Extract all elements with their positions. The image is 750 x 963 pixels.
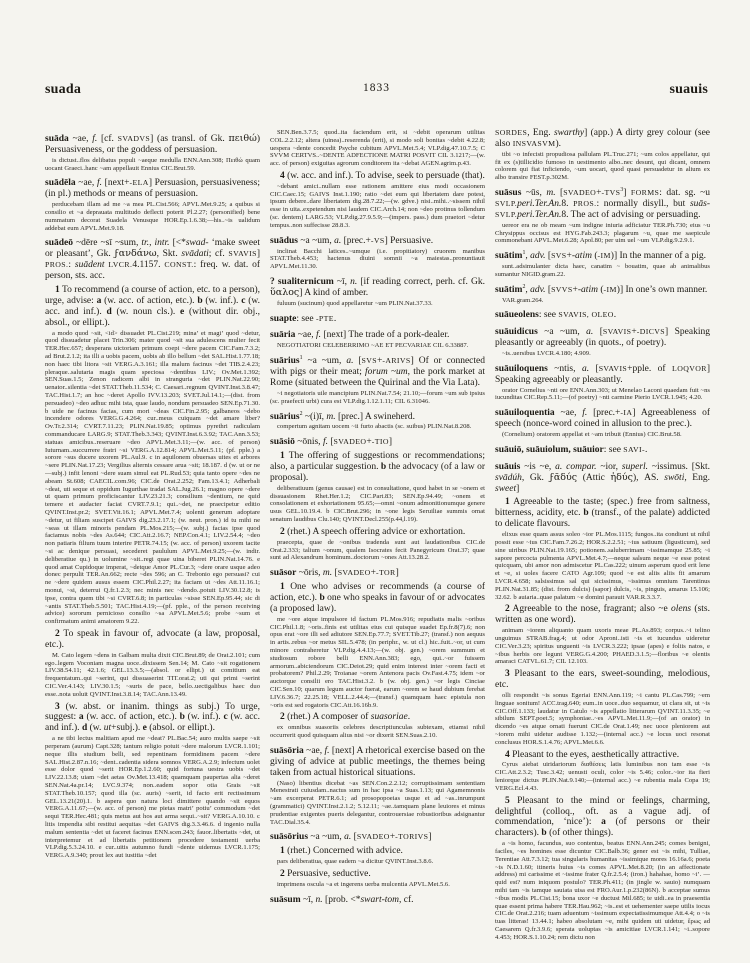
citation-block: me ~ore atque impulsore id factum PL.Mos.916; repudiatis malis ~oribus CIC.Phil.1.8; ~oris..finis est utilitas eius cui quisque suadet Ep.fr.8(7).6; non opus erat ~ore illi sed adiutore SEN.Ep.77.7; SVET.Tib.27; (transf.) non aequus in artis..rebus ~or metus SIL.5.478; (in periphr., w. ut cl.) hic..fuit..~or, ut cum minore contraheretur VLP.dig.4.4.13;—(w. obj. gen.) ~orem summum et studiosum robore belli ENN.Ann.383; ego, qui..~or fuissem armorum..abiciendorum CIC.Deiot.29; quid enim interest inter ~orem facti et probatorem? Phil.2.29; Troianae ~orem Antenora pacis Ov.Fast.4.75; idem ~or auctorque consilii ero TAC.Hist.3.2. b (w. obj. gen.) ~or legis Cinciae CIC.Sen.10; quarum legum auctor fuerat, earum ~orem se haud dubium ferebat LIV.6.36.7; 22.25.18; VELL.2.44.4;—(transf.) quamquam haec epistula non ~oris est sed rogatoris CIC.Att.16.16b.9. [270,615,485,709]
entry-text: suādeō ~dēre ~sī ~sum, tr., intr. [<*swad- ‘make sweet or pleasant’, Gk. ϝανδάνω, Skt. svādati; cf. SVAVIS] PROS.: suādent LVCR.4.1157. CONST.: freq. w. dat. of person, sts. acc. [45,238,260,282]
citation-block: orator Cornelius ~nti ore ENN.Ann.303; ut Menelao Laconi quaedam fuit ~ns iucunditas CIC.Rep.5.11;—(of poetry) ~nti carmine Pierio LVCR.1.945; 4.20. [495,386,710,402]
citation-block: uereor era ne ob meam ~um indigne iniuria adficiatur TER.Ph.730; eius ~u Chrysippus occisus est HYG.Fab.243.3; plagarum ~u, quae me saepicule commonebant APVL.Met.6.28; Apol.80; per uim uel ~um VLP.dig.9.2.9.1. [495,221,710,245]
entry-text: 4 Pleasant to the eyes, aesthetically attractive. [505,749,680,760]
header-right-headword: suauis [669,82,708,97]
header-left-headword: suada [45,82,82,97]
entry-text: suātim$^1$, adv. [SVS+-atim (-IM)] In the manner of a pig. [495,249,707,262]
citation-block: olli respondit ~is sonus Egeriai ENN.Ann.119; ~i cantu PL.Cas.799; ~em linguae sonitum! ACC.trag.640; eum..in uoce..duo sequamur, ut clara sit, ut ~is CIC.Off.1.133; laudatur in Catulo ~is appellatio litterarum QVINT.11.3.35; ~e sibilum SEPT.poet.5; symphoniae..~es APVL.Met.11.9;—(of an orator) in dicendo ~es atque ornati fuerunt CIC.de Orat.1.49; nec uoce pleniorem aut ~iorem mihi uidetur audisse 1.132;—(internal acc.) ~e locus uoci resonat conclusus HOR.S.1.4.76; APVL.Met.6.6. [495,691,710,746]
entry-text: suāuis ~is ~e, a. compar. ~ior, superl. ~issimus. [Skt. svādúh, Gk. ϝᾱδύς (Attic ἡδύς), AS. swōti, Eng. sweet] [495,461,710,494]
entry-text: suādēla ~ae, f. [next+-ELA] Persuasion, persuasiveness; (in pl.) methods or means of persuasion. [45,178,260,200]
entry-text: suāuiloquentia ~ae, f. [prec.+-IA] Agreeableness of speech (nonce-word coined in allusion to the prec.). [495,408,710,430]
citation-block: sunt..adsimulanter dicta haec, canatim ~ bouatim, quae ab animalibus sumantur NIGID.gram.22. [495,263,710,278]
entry-text: 4 (w. acc. and inf.). To advise, seek to persuade (that). [280,170,485,181]
citation-block: imprimens oscula ~a et ingerens uerba mulcentia APVL.Met.5.6. [277,880,450,888]
citation-block: VAR.gram.264. [502,296,544,304]
entry-text: suāsor ~ōris, m. [SVADEO+-TOR] [270,568,399,579]
citation-block: ~debant amici..nullam esse rationem amittere eius modi occasionem CIC.Caec.15; GAIVS Inst.1.190; ratio ~det eum qui libertatem dare potest, ipsum debere..dare libertatem dig.28.7.22;—(w. gdve.) nisi..mihi..~sissem nihil esse in uita..expetendum nisi laudem CIC.Arch.14; non ~deo protinus tollendum (sc. dentem) LARG.53; VLP.dig.27.9.5.9;—(impers. pass.) dum praetori ~detur tempus..non suffecisse 28.8.3. [270,182,485,229]
entry-text: suāria ~ae, f. [next] The trade of a pork-dealer. [270,330,450,341]
entry-text: suādus ~a ~um, a. [prec.+-VS] Persuasive. [270,235,434,246]
entry-text: 2 Persuasive, seductive. [280,868,371,879]
entry-text: suāsum ~ī, n. [prob. <*swart-tom, cf. [270,894,414,905]
page-number: 1833 [363,82,390,94]
entry-text: 2 (rhet.) A speech offering advice or exhortation. [280,526,466,537]
entry-text: SORDES, Eng. swarthy] (app.) A dirty grey colour (see also INSVASVM). [495,128,710,149]
citation-block: Cyrus aiebat uiridariorum διαθέσεις latis luminibus non tam esse ~is CIC.Att.2.3.2; Tusc.3.42; uenusti oculi, color ~is 5.46; color..~ior ita fieri leniorque dictus PLIN.Nat.9.140;—(internal acc.) ~e rubentia mala Copa 19; VERG.Ecl.4.43. [495,761,710,792]
entry-text: 2 Agreeable to the nose, fragrant; also ~e olens (sts. written as one word). [495,604,710,626]
entry-text: suāuidicus ~a ~um, a. [SVAVIS+-DICVS] Speaking pleasantly or agreeably (in quots., of poetry). [495,327,710,349]
entry-text: suātim$^2$, adv. [SVVS+-atim (-IM)] In one’s own manner. [495,283,708,295]
text-columns [45,128,710,955]
entry-text: suāda ~ae, f. [cf. SVADVS] (as transl. of Gk. πειθώ) Persuasiveness, or the goddess of persuasion. [45,133,260,155]
entry-text: 2 (rhet.) A composer of suasoriae. [280,712,411,723]
entry-text: suāueolens: see SVAVIS, OLEO. [495,310,617,321]
citation-block: SEN.Ben.3.7.5; quod..ita faciendum erit, si ~debit operarum utilitas COL.2.2.12; altera (uinea)..reserenda (erit), si modo soli bonitas ~debit 4.22.8; uespera ~dente concedit Psyche cubitum APVL.Met.5.4; VLP.dig.47.10.7.5; C SVVM CERTVS..~DENTE ADFECTIONE MATRI POSVIT CIL 3.1217;—(w. acc. of person) exiguitas agrorum conditorem ita ~debat AGEN.agrim.p.43. [270,129,485,168]
citation-block: ~is..uersibus LVCR.4.180; 4.909. [502,350,591,358]
citation-block: deliberatiuum (genus causae) est in consultatione, quod habet in se ~onem et dissuasionem Rhet.Her.1.2; CIC.Part.83; SEN.Ep.94.49; ~onem et consolationem et exhortationem 95.65;—omni ~onum admonitionumque genere usus GEL.10.19.4. b CIC.Brut.296; in ~one legis Seruiliae summis ornat senatum laudibus Clu.140; QVINT.Decl.255(p.44,l.19). [270,484,485,524]
text-column-left [45,128,260,955]
citation-block: (Naso) libentius dicebat ~as SEN.Con.2.2.12; corruptissimam sententiam Menestrati cuiusdam..nactus sum in hac ipsa ~a Suas.1.13; qui Agamemnonis ~am excerperat PETR.6.1; ad prosopopoeias usque et ad ~as..inrumpunt (grammatici) QVINT.Inst.2.1.2; 5.12.11; ~ae..tamquam plane leuiores et minus prudentiae exigentes pueris delegantur, controuersiae robustioribus adsignantur TAC.Dial.35.4. [270,779,485,826]
citation-block: tibi ~o infecisti propudiosa pallulam PL.Truc.271; ~um colos appellatur, qui fit ex (s)tillicidio fumoso in uestimento albo..nec desunt, qui dicant, omnem colorem qui fiat inficiendo, ~um uocari, quod quasi persuadetur in alium ex albo transire FEST.p.302M. [495,150,710,182]
entry-text: suāuiloquens ~ntis, a. [SVAVIS+pple. of LOQVOR] Speaking agreeably or pleasantly. [495,363,710,385]
citation-block: is dictust..flos delibatus populi ~aeque medulla ENN.Ann.308; Πειθώ quam uocant Graeci..hanc ~am appellauit Ennius CIC.Brut.59. [45,156,260,172]
citation-block: pars deliberatiua, quae eadem ~a dicitur QVINT.Inst.3.8.6. [277,858,434,866]
citation-block: a ~is homo, facundus, suo contentus, beatus ENN.Ann.245; comes benigni, faciles, ~es homines esse dicuntur CIC.Balb.36; gener est ~is mihi, Tulliae, Terentiae Att.7.3.12; tua singularis humanitas ~issimique mores 16.16a.6; poeta ~is N.D.1.60; itineris huius ~is comes APVL.Met.8.20; (in an affectionate address) mi carissime et ~issime frater Q.fr.2.5.4; (iron.) hahahae, homo ~i’. — quid est? num iniquom postulo? TER.Ph.411; (in jingle w. sauio) numquam mihi tam ~is tamque sauiata uisa est FRO.Aur.1.p.232(86N). b acceptae sumus ~ibus modis PL.Cist.15; bona uxor ~e ductust Mil.685; te uidi..ea in praesentia quae essent prima habere TER.Hau.962; ~is..est et uehementer saepe utilis iocus CIC.de Orat.2.216; tuam aduentum ~issimum expectatissimumque Att.4.4; o ~is tuas litteras! 13.44.1; habeo absolutam ~e, mihi quidem uti uidetur, ἔρως ad Caesarem Q.fr.3.9.6; sperata uoluptas ~is amicitiae LVCR.1.141; ~i..sopore 4.453; HOR.S.1.10.24; rem dictu non [495,840,710,941]
entry-text: suapte: see -PTE. [270,313,337,324]
entry-text: suārius$^1$ ~a ~um, a. [SVS+-ARIVS] Of or connected with pigs or their meat; forum ~um, the pork market at Rome (situated between the Quirinal and the Via Lata). [270,355,485,388]
running-head [45,82,708,98]
citation-block: a modo quod ~sit, <id> dissuadet PL.Cist.219; mina’ et magi’ quod ~detur, quod dissuadetur placet Trin.306; mater quod ~sit sua adulescens mulier fecit TER.Hec.657; desperans uictoriam primum coepi ~dere pacem CIC.Fam.7.3.2; ad Brut.2.1.2; ita illi a uobis pacem, uobis ab illo bellum ~det SAL.Hist.1.77.18; non haec tibi litora ~sit VERG.A.3.161; illa malum facinus ~det TIB.2.4.23; pleraque..salutaria magis quam speciosa ~dentibus LIV.; Ov.Met.1.392; SEN.Suas.1.5; Zenon radicem albi in stranguria ~det PLIN.Nat.22.90; uenator..silentia ~det STAT.Theb.11.534; C. Caesari..regnum QVINT.Inst.3.8.47; TAC.Hist.1.7; an hoc ~deret Apollo IVV.13.203; SVET.Jul.14.1;—(dist. from persuadeo) ~deo adhuc mihi ista, quae laudo, nondum persuadeo SEN.Ep.71.30. b uide ne facinus facias, cum mori ~deas CIC.Fin.2.95; galbaneos ~debo incendere odores VERG.G.4.264; cur..meus cuiquam ~det amare liber? Ov.Tr.2.314; CVRT.7.11.23; PLIN.Nat.19.85; optimus pyrethri radiculam commanducare LARG.9; STAT.Theb.3.343; QVINT.Inst.6.3.92; TAC.Ann.3.53; statuas amicibus..reseruare ~deo APVL.Met.3.11;—(w. acc. of person) Iuturnam..succurrere fratri ~si VERG.A.12.814; APVL.Met.5.11; (pf. pple.) a sorore ~sus ducere uxorem PL.Aul.9. c in aquilonem obuersas uites et arbores ~sere PLIN.Nat.17.23; Vergilius alternis cessare arua ~sit; 18.187. d (w. ut or ne—subj.) infit lenoni ~dere suam simul eat PL.Rud.53; quia tanto opere ~des ne abeam St.608; CAECIL.com.96; CIC.de Orat.2.252; Fam.13.4.1; Adherbali ~deat, uti seque et oppidum Iugurthae tradat SAL.Jug.26.1; magno opere ~dere ut quam primum proficiscantur LIV.23.21.3; consilium ~dentium, ne quid temere et audacter faciat CVRT.7.9.1; qui..~det, ne praecipetur editio QVINT.Inst.pr.2; SVET.Vit.16.1; APVL.Met.7.4; uolenti generum adoptare ~detur, ut filiam suscipet GAIVS dig.23.2.17.1; (w. neut. pron.) id tu mihi ne ~seas ut illam minoris pendam PL.Mos.215;—(w. subj.) facias ipse quod faciamus nobis ~des As.644; CIC.Att.2.16.7; NEP.Con.4.1; LIV.2.54.4; ~deo non patiaris filium tuum interire PETR.74.15; (w. acc. of person) uxorem tacite ~si ac denique persuasi, secederet paululum APVL.Met.9.25;—(w. indir. deliberatiue qu.) in uolumine ~sit..regi quae uina biberet PLIN.Nat.14.76. e quod amat Cupidoque imperat, ~detque Amor PL.Cur.3; ~dere orare usque adeo donec perpulit TER.An.662; recte ~des 596; an C. Trebonio ego persuasi? cui ne ~dere quidem ausus essem CIC.Phil.2.27; ita faciam ut ~des Att.11.16.1; monui, ~si, deterrui Q.fr.1.2.3; nec minis nec ~dendo..potuit LIV.30.12.8; is ipse, contra quem tibi ~si CVRT.6.8; in particulas ~sisse SEN.Ep.95.44; sic di ~antis STAT.Theb.5.501; TAC.Hist.4.19;—(pf. pple., of the person receiving advice) sororum pernicioso consilio ~sa APVL.Met.5.6; probe ~sum et confirmatum animi amatorem 9.22. [45,329,260,626]
citation-block: a ne tibi lectus malitiam apud me ~deat? PL.Bac.54; auro multis saepe ~sit perperam (aurum) Capt.328; tantum religio potuit ~dere malorum LVCR.1.101; neque illis studium belli, sed repentinam formidinem pacem ~dere SAL.Hist.2.87.n.16; ~dent..cadentia sidera somnos VERG.A.2.9; infectum uolet esse dolor quod ~serit HOR.Ep.1.2.60; quid fortuna uestra uobis ~det LIV.22.13.8; uiam ~det aetas Ov.Met.13.418; quamquam paupertas alia ~deret SEN.Nat.4a.pr.14; LVC.9.374; non..eadem sopor otia Grais ~sit STAT.Theb.10.157; quod illa (sc. auris) ~serit, id facto erit rectissimum GEL.13.21(20).1. b aspera quo natura loci dimittere quando ~sit equos VERG.A.11.67;—(w. acc. of person) me pietas matri’ potiu’ commodum ~det sequi TER.Hec.481; quis metus aut hos aut arma sequi..~sit? VERG.A.10.10. c litis impendia sibi restitui aequitas ~det GAIVS dig.3.3.46.6. d ingenio nulla malum sententia ~det ut faceret facinus ENN.scen.243; fauor..libertatis ~det, ut interpretemur et ad libertatis petitionem procedere testamenti uerba VLP.dig.5.3.24.10. e cur..uitis autumno fundi ~dente uidemus LVCR.1.175; VERG.A.9.340; prout lex aut iustitia ~det [45,735,260,860]
entry-text: ? sualiternicum ~ī, n. [if reading correct, perh. cf. Gk. ὕαλος] A kind of amber. [270,276,485,298]
citation-block: fuluum (sucinum) quod appellaretur ~um PLIN.Nat.37.33. [277,299,433,307]
entry-text: suāuiō, suāuiolum, suāuior: see SAVI-. [495,444,648,455]
citation-block: elixus esse quam assus soleo ~ior PL.Mos.1115; fungos..ita condiunt ut nihil possit esse ~ius CIC.Fam.7.26.2; HOR.S.2.2.51; ~ius satiuum (ligusticum), sed sine uiribus PLIN.Nat.19.165; potionem..saluberrimam ~issimamque 25.85; ~i sapore percocta pulmenta APVL.Met.4.7;—neque salsum neque ~e esse potest quicquam, ubi amor non admiscetur PL.Cas.222; uinum asperum quod erit lene et ~e, si uoles facere CATO Agr.109; quod ~e est aliis aliis fit amarum LVCR.4.658; salsissimus sal qui sicissimus, ~issimus omnium Tarentinus PLIN.Nat.31.85; (dist. from dulcis) (sapor) dulcis, ~is, pinguis, amarus 15.106; 32.62. b auiaria..quae palatum ~e domini parauit VAR.R.3.3.7. [495,531,710,601]
text-column-right [495,128,710,955]
citation-block: ~i negotiatoris uile mancipium PLIN.Nat.7.54; 21.10;—forum ~um sub ipsius (sc. praefecti urbi) cura est VLP.dig.1.12.1.11; CIL 6.31046. [270,389,485,405]
entry-text: 1 (rhet.) Concerned with advice. [280,846,403,857]
entry-text: 3 (w. abst. or inanim. things as subj.) To urge, suggest: a (w. acc. of action, etc.). b (w. inf.). c (w. acc. and inf.). d (w. ut+subj.). e (absol. or ellipt.). [45,701,260,734]
entry-text: 1 To recommend (a course of action, etc. to a person), urge, advise: a (w. acc. of action, etc.). b (w. inf.). c (w. acc. and inf.). d (w. noun cls.). e (without dir. obj., absol., or ellipt.). [45,285,260,328]
entry-text: suāsōrius ~a ~um, a. [SVADEO+-TORIVS] [270,832,432,843]
entry-text: 1 One who advises or recommends (a course of action, etc.). b one who speaks in favour of or advocates (a proposed law). [270,582,485,614]
citation-block: praecepta, quae de ~onibus tradenda sunt aut laudationibus CIC.de Orat.2.333; talium ~onum, qualem Isocrates fecit Panegyricum Orat.37; quae sunt ad Alexandrum hominum..doctorum ~ones Att.13.28.2. [270,538,485,562]
entry-text: 3 Pleasant to the ears, sweet-sounding, melodious, etc. [495,669,710,691]
entry-text: 1 Agreeable to the taste; (spec.) free from saltness, bitterness, acidity, etc. b (transf., of the palate) addicted to delicate flavours. [495,497,710,530]
citation-block: ex omnibus suasoriis celebres descriptiunculas subtexam, etiamsi nihil occurrerit quod quisquam alius nisi ~or dixerit SEN.Suas.2.10. [270,724,485,739]
citation-block: inclinat Bacchi latices..~umque (i.e. propitiatory) cruorem manibus STAT.Theb.4.453; hactenus diuini somnii ~a maiestas..pronuntiauit APVL.Met.11.30. [270,247,485,271]
text-column-middle [270,128,485,955]
entry-text: 5 Pleasant to the mind or feelings, charming, delightful (colloq., oft. as a vague adj. of commendation, ‘nice’): a (of persons or their characters). b (of other things). [495,795,710,839]
entry-text: suāsus ~ūs, m. $[SVADEO+-TVS^3]$ FORMS: dat. sg. ~u SVLP.peri.Ter.An.8. PROS.: normally disyll., but suās- SVLP.peri.Ter.An.8. The act of advising or persuading. [495,186,710,220]
citation-block: perducebam illam ad me ~a mea PL.Cist.566; APVL.Met.9.25; a quibus si consilio et ~a deprauata multitudo deflecti poterit Pl.2.27; (personified) bene nummatum decorat Suadela Venusque HOR.Ep.1.6.38;—his..~is ualidum addebat eum APVL.Met.9.18. [45,201,260,232]
citation-block: M. Cato legem ~dens in Galbam multa dixit CIC.Brut.89; de Orat.2.101; cum ego..legem Voconiam magna uoce..dixissem Sen.14; M. Cato ~sit rogationem LIV.38.54.11; 42.1.6; GEL.13.3.5;—(absol. or ellipt.) ut comitium eat frequentatum..qui ~serint, qui dissuaserint TIT.orat.2; uti qui primi ~serint CIC.Ver.4.143; LIV.30.1.5; ~suris de pace, bello..uectigalibus haec duo esse..nota uoluit QVINT.Inst.3.8.14; TAC.Ann.13.49. [45,651,260,698]
entry-text: 1 The offering of suggestions or recommendations; also, a particular suggestion. b the advocacy (of a law or proposal). [270,451,485,483]
entry-text: suāsiō ~ōnis, f. [SVADEO+-TIO] [270,437,393,448]
citation-block: compertum agnitam uocem ~ii furto abactis (sc. suibus) PLIN.Nat.8.208. [277,423,472,431]
citation-block: NEGOTIATORI CELEBERRIMO ~AE ET PECVARIAE CIL 6.33887. [277,342,469,350]
citation-block: (Cornelium) oratorem appellat et ~am tribuit (Ennius) CIC.Brut.58. [502,431,682,439]
entry-text: 2 To speak in favour of, advocate (a law, proposal, etc.). [45,628,260,650]
entry-text: suārius$^2$ ~(i)ī, m. [prec.] A swineherd. [270,410,416,422]
entry-text: suāsōria ~ae, f. [next] A rhetorical exercise based on the giving of advice at public meetings, the themes being taken from actual historical situations. [270,745,485,778]
citation-block: animam ~iorem aliquanto quam uxoris meae PL.As.893; corpus..~i telino unguimus STRAB.frag.4; ut odor Aproni..isti ~is et iucundus uideretur CIC.Ver.3.23; spiritus unguenti ~is LVCR.3.222; ipsae (apes) e foliis natos, e ~ibus herbis ore legunt VERG.G.4.200; PHAED.3.1.5;—floribus ~e olentis amaraci CATVL.61.7; CIL 12.103. [495,627,710,666]
